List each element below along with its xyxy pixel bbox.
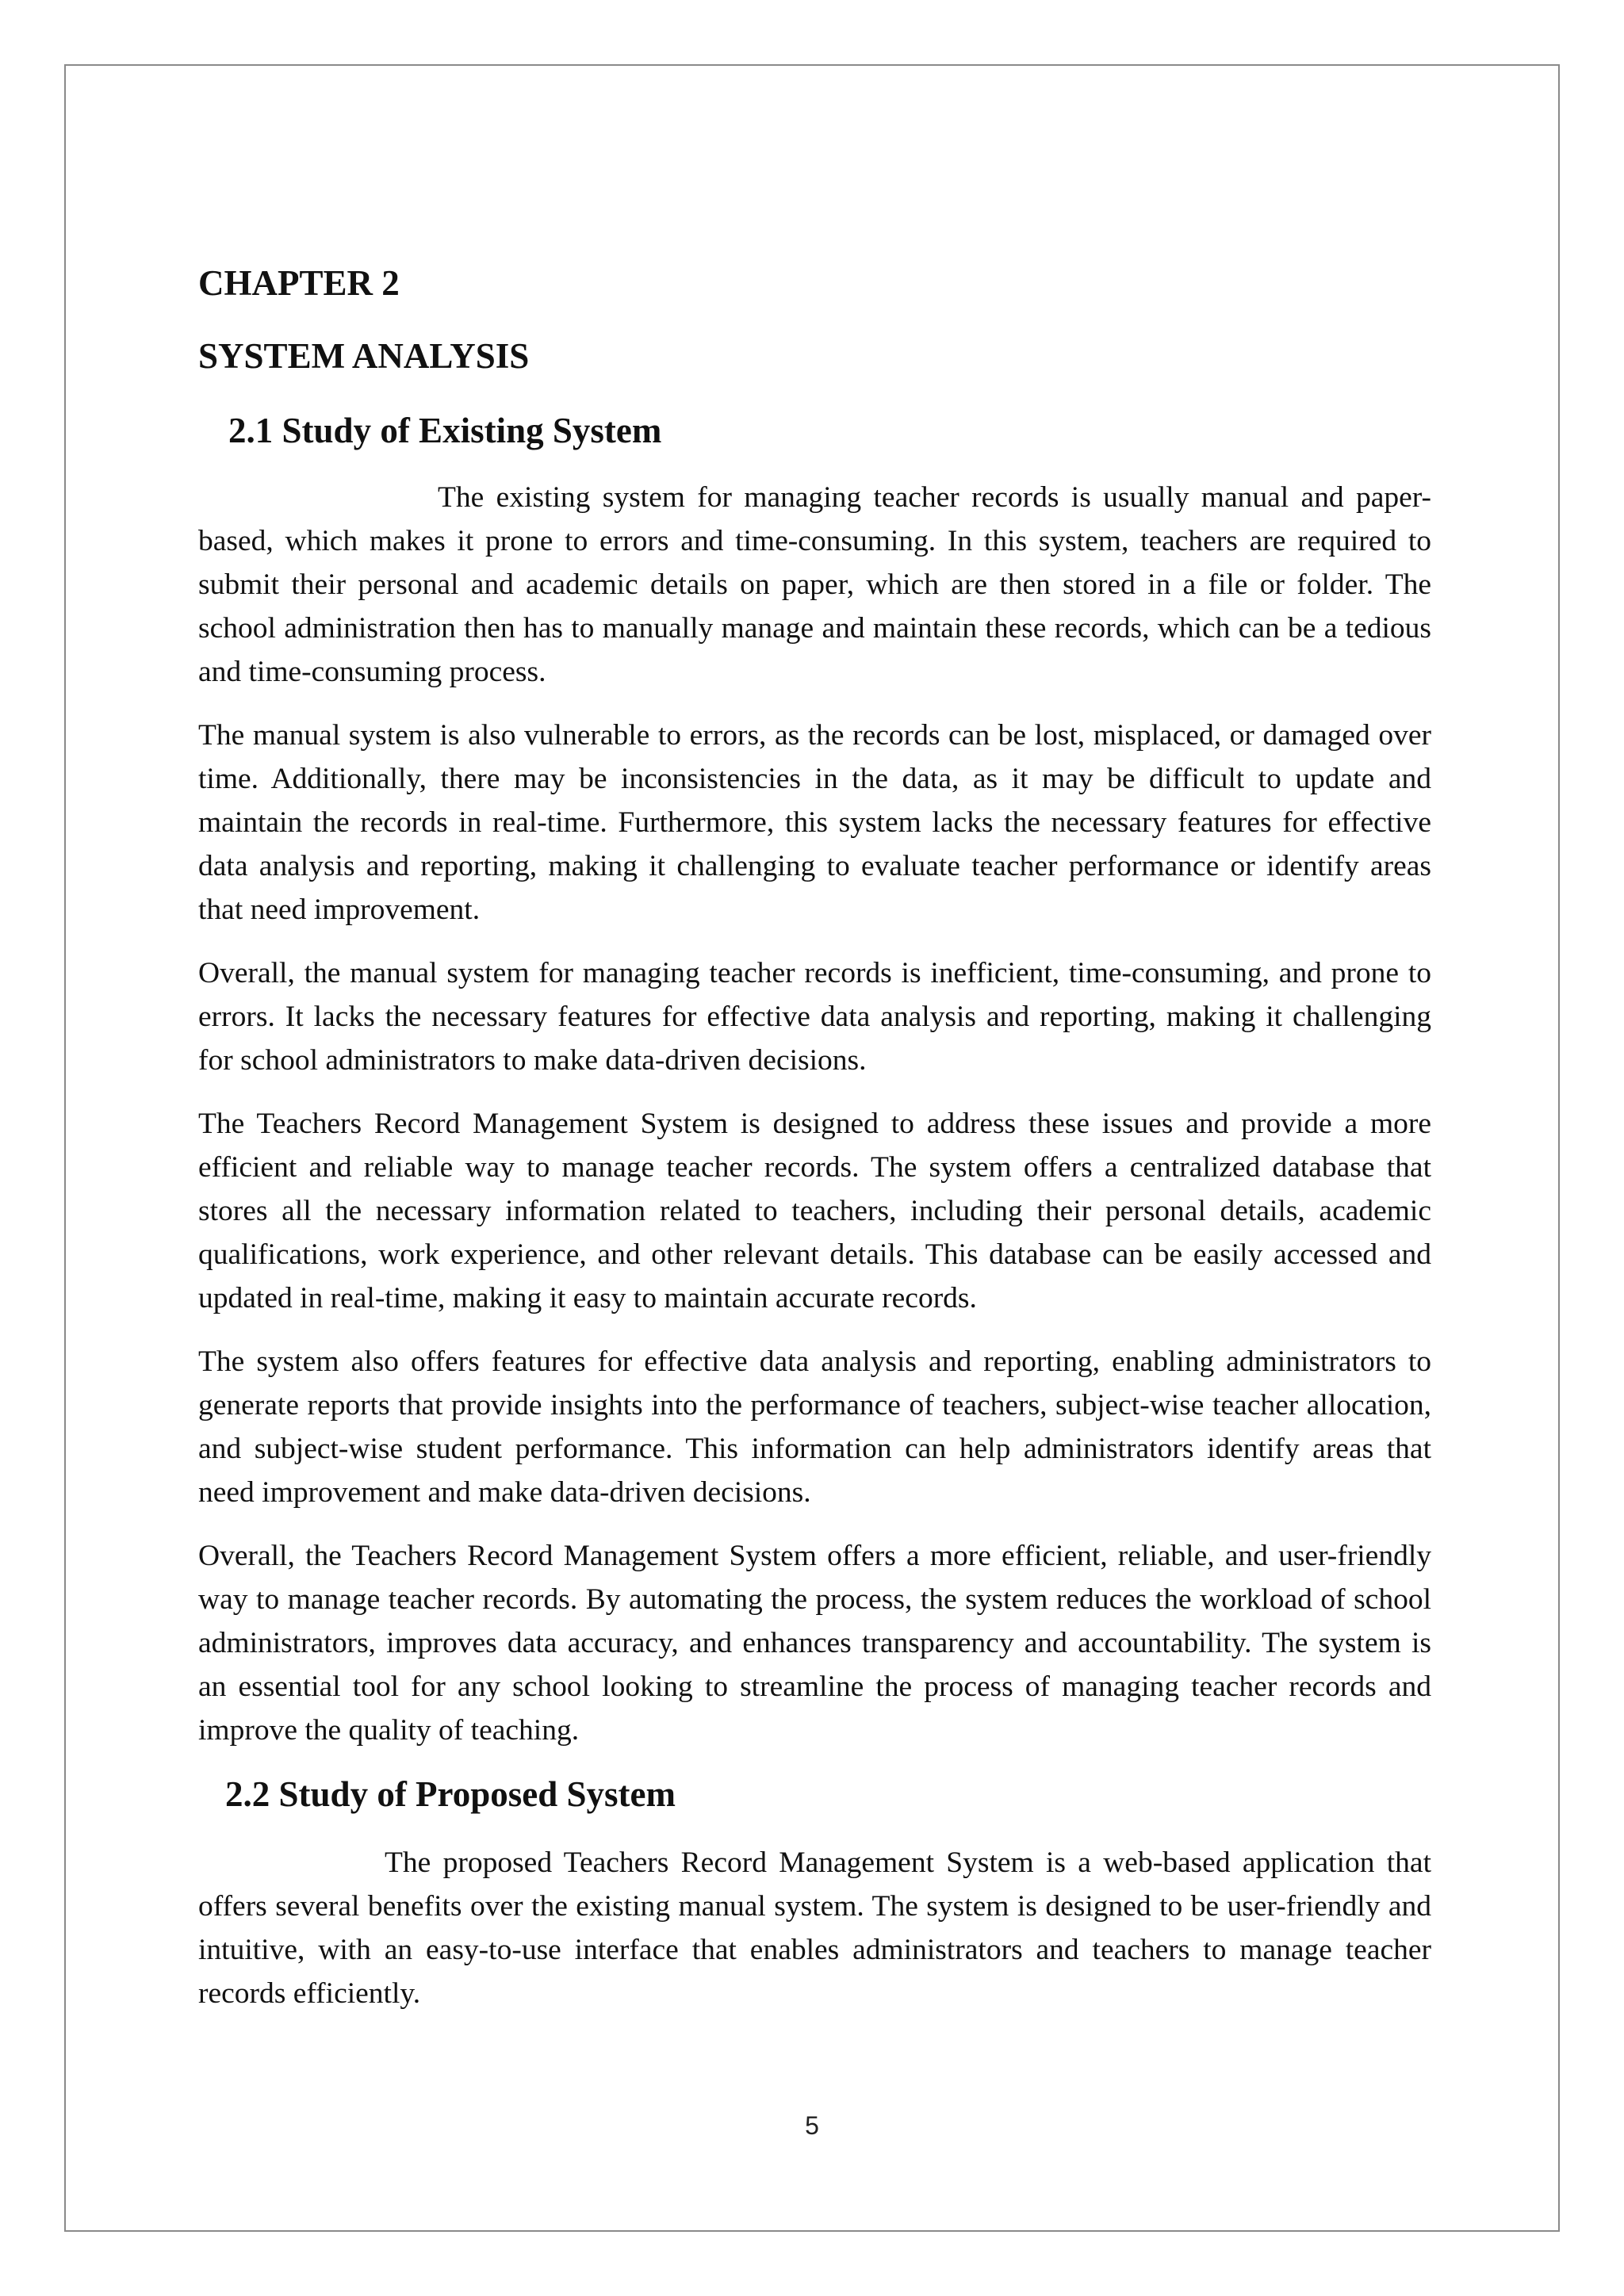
paragraph: The manual system is also vulnerable to errors, as the records can be lost, misplaced, or damaged over time. Additionally, there may be inconsistencies in the data, as it may be difficult to update and maintain the records in real-time. Furthermore, this system lacks the necessary features for effective data analysis and reporting, making it challenging to evaluate teacher performance or identify areas that need improvement. xyxy=(198,719,1431,926)
paragraph: The existing system for managing teacher records is usually manual and paper-based, which makes it prone to errors and time-consuming. In this system, teachers are required to submit their personal and academic details on paper, which are then stored in a file or folder. The school administration then has to manually manage and maintain these records, which can be a tedious and time-consuming process. xyxy=(198,481,1431,688)
section-heading-proposed-system: 2.2 Study of Proposed System xyxy=(225,1774,676,1814)
page-content xyxy=(198,262,1431,2035)
page-number: 5 xyxy=(805,2111,819,2140)
paragraph: Overall, the manual system for managing teacher records is inefficient, time-consuming, and prone to errors. It lacks the necessary features for effective data analysis and reporting, making it challenging for school administrators to make data-driven decisions. xyxy=(198,957,1431,1077)
paragraph: Overall, the Teachers Record Management System offers a more efficient, reliable, and user-friendly way to manage teacher records. By automating the process, the system reduces the workload of school administrators, improves data accuracy, and enhances transparency and accountability. The system is an essential tool for any school looking to streamline the process of managing teacher records and improve the quality of teaching. xyxy=(198,1540,1431,1747)
section-heading-existing-system: 2.1 Study of Existing System xyxy=(228,411,662,450)
paragraph: The Teachers Record Management System is designed to address these issues and provide a more efficient and reliable way to manage teacher records. The system offers a centralized database that stores all the necessary information related to teachers, including their personal details, academic qualifications, work experience, and other relevant details. This database can be easily accessed and updated in real-time, making it easy to maintain accurate records. xyxy=(198,1108,1431,1314)
chapter-title: SYSTEM ANALYSIS xyxy=(198,336,530,376)
chapter-number: CHAPTER 2 xyxy=(198,263,400,303)
paragraph: The proposed Teachers Record Management System is a web-based application that offers several benefits over the existing manual system. The system is designed to be user-friendly and intuitive, with an easy-to-use interface that enables administrators and teachers to manage teacher records efficiently. xyxy=(198,1846,1431,2010)
paragraph: The system also offers features for effective data analysis and reporting, enabling administrators to generate reports that provide insights into the performance of teachers, subject-wise teacher allocation, and subject-wise student performance. This information can help administrators identify areas that need improvement and make data-driven decisions. xyxy=(198,1345,1431,1509)
